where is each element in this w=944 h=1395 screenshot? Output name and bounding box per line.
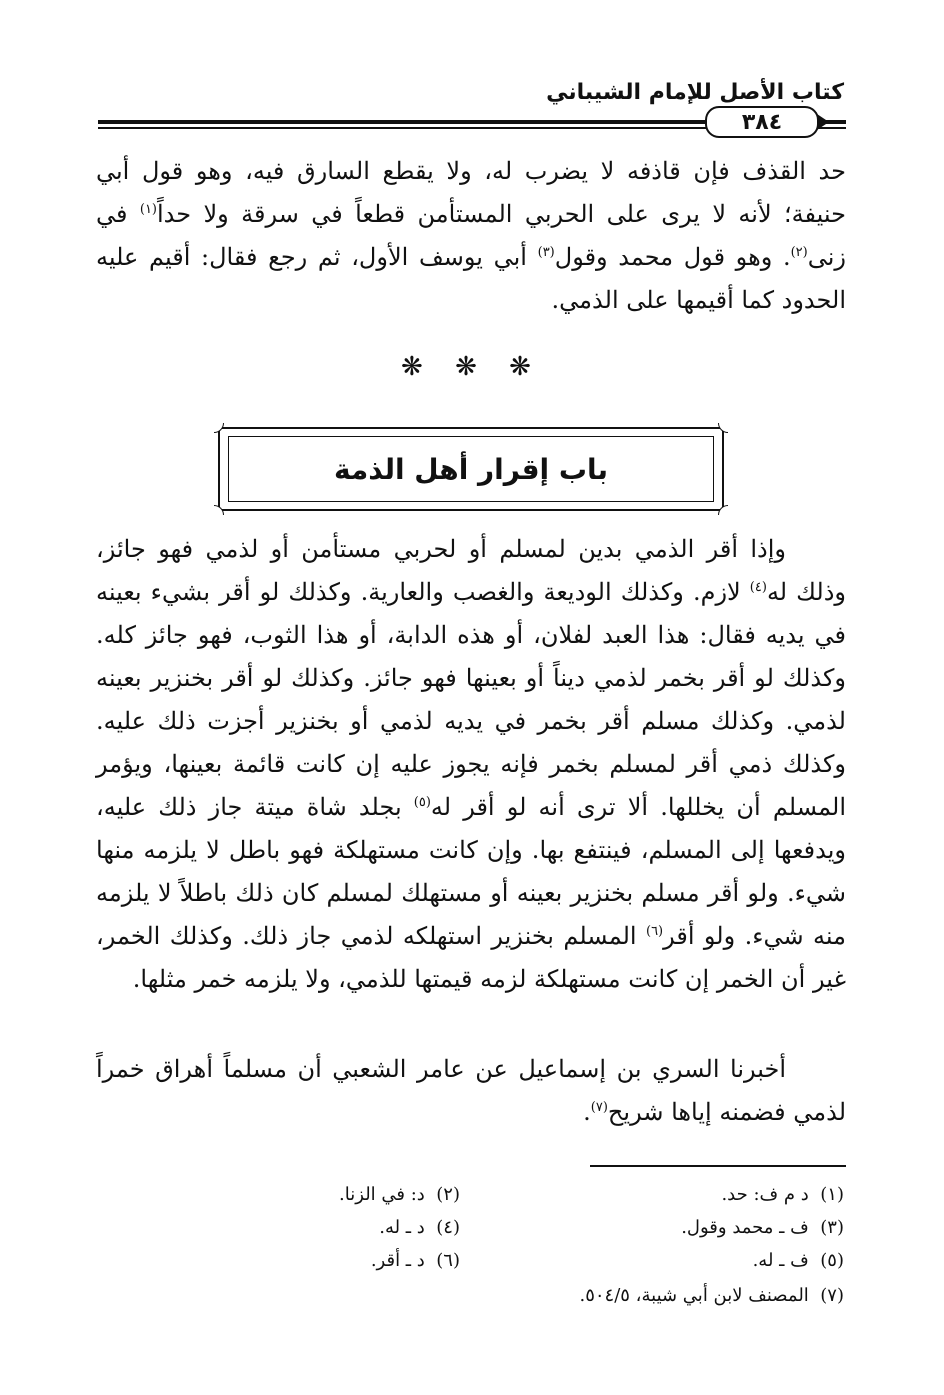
footnote-3	[681, 1216, 844, 1240]
chapter-heading: باب إقرار أهل الذمة	[228, 436, 714, 502]
paragraph-1	[96, 150, 846, 322]
footnote-6	[371, 1249, 460, 1273]
footnote-text: د ـ له.	[379, 1217, 425, 1238]
page-number: ٣٨٤	[741, 109, 783, 135]
footnote-text: د: في الزنا.	[339, 1184, 425, 1205]
text-run: في زنى	[96, 200, 846, 271]
footnote-number: (١)	[820, 1184, 844, 1205]
text-run: بجلد شاة ميتة جاز ذلك عليه، ويدفعها إلى المسلم، فينتفع بها. وإن كانت مستهلكة فهو باطل لا يلزمه منها شيء. ولو أقر مسلم بخنزير بعينه أو مستهلك لمسلم كان ذلك باطلاً لا يلزمه منه شيء. ولو أقر	[96, 793, 847, 950]
paragraph-2	[96, 528, 846, 1001]
text-run: .	[583, 1098, 591, 1126]
frame-corner-icon	[214, 505, 224, 515]
footnote-text: د ـ أقر.	[370, 1250, 425, 1271]
badge-arrow-icon	[817, 114, 829, 130]
text-run: أبي يوسف الأول، ثم رجع فقال: أقيم عليه الحدود كما أقيمها على الذمي.	[96, 243, 846, 314]
book-title: كتاب الأصل للإمام الشيباني	[546, 80, 844, 105]
footnote-number: (٦)	[436, 1250, 460, 1271]
footnote-ref-2: (٢)	[790, 245, 808, 260]
footnote-ref-5: (٥)	[413, 795, 431, 810]
footnote-text: د م ف: حد.	[721, 1184, 809, 1205]
frame-corner-icon	[214, 423, 224, 433]
footnote-5	[753, 1249, 844, 1273]
frame-corner-icon	[718, 423, 728, 433]
section-separator: ❋ ❋ ❋	[401, 352, 543, 382]
footnote-number: (٥)	[820, 1250, 844, 1271]
chapter-heading-frame	[218, 427, 724, 511]
paragraph-3	[96, 1048, 846, 1134]
footnote-ref-3: (٣)	[537, 245, 555, 260]
page-number-badge	[705, 106, 819, 138]
footnote-ref-4: (٤)	[749, 580, 767, 595]
text-run: أخبرنا السري بن إسماعيل عن عامر الشعبي أن مسلماً أهراق خمراً لذمي فضمنه إياها شريح	[96, 1055, 846, 1126]
text-run: حد القذف فإن قاذفه لا يضرب له، ولا يقطع السارق فيه، وهو قول أبي حنيفة؛ لأنه لا يرى على الحربي المستأمن قطعاً في سرقة ولا حداً	[96, 157, 846, 228]
footnote-divider	[590, 1165, 846, 1167]
text-run: لازم. وكذلك الوديعة والغصب والعارية. وكذلك لو أقر بشيء بعينه في يديه فقال: هذا العبد لفلان، أو هذه الدابة، أو هذا الثوب، فهو جائز كله. وكذلك لو أقر بخمر لذمي ديناً أو بعينها فهو جائز. وكذلك لو أقر بخنزير بعينه لذمي. وكذلك مسلم أقر بخمر في يديه لذمي أو بخنزير أجزت ذلك عليه. وكذلك ذمي أقر لمسلم بخمر فإنه يجوز عليه إن كانت قائمة بعينها، ويؤمر المسلم أن يخللها. ألا ترى أنه لو أقر له	[96, 578, 847, 821]
footnote-text: المصنف لابن أبي شيبة، ٥٠٤/٥.	[579, 1285, 809, 1306]
footnote-number: (٢)	[436, 1184, 460, 1205]
footnote-ref-1: (١)	[139, 202, 157, 217]
frame-corner-icon	[718, 505, 728, 515]
footnote-text: ف ـ محمد وقول.	[681, 1217, 809, 1238]
footnote-2	[339, 1183, 460, 1207]
footnote-text: ف ـ له.	[752, 1250, 809, 1271]
footnote-4	[379, 1216, 460, 1240]
footnote-7	[579, 1284, 844, 1308]
footnote-number: (٣)	[820, 1217, 844, 1238]
footnote-number: (٧)	[820, 1285, 844, 1306]
text-run: . وهو قول محمد وقول	[554, 243, 791, 271]
footnote-ref-6: (٦)	[645, 924, 664, 939]
text-run: المسلم بخنزير استهلكه لذمي جاز ذلك. وكذلك الخمر، غير أن الخمر إن كانت مستهلكة لزمه قيمتها للذمي، ولا يلزمه خمر مثلها.	[96, 922, 846, 993]
footnote-1	[721, 1183, 844, 1207]
footnote-ref-7: (٧)	[590, 1100, 608, 1115]
text-run: وإذا أقر الذمي بدين لمسلم أو لحربي مستأمن أو لذمي فهو جائز، وذلك له	[96, 535, 847, 606]
footnote-number: (٤)	[436, 1217, 460, 1238]
